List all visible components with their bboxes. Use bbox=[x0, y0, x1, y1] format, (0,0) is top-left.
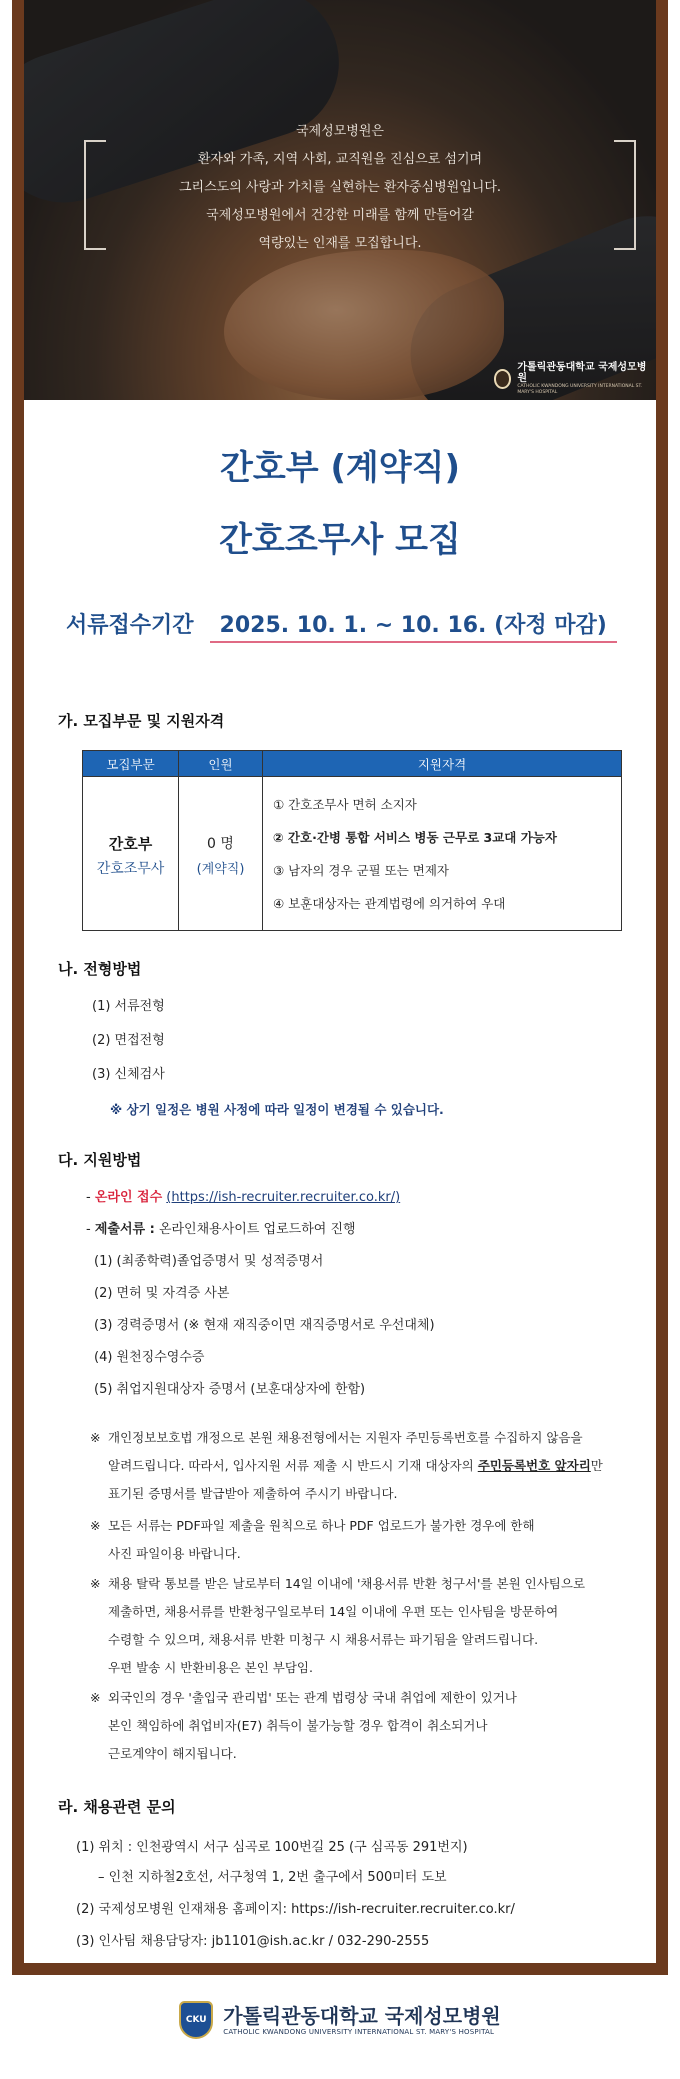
qualification-item: ② 간호·간병 통합 서비스 병동 근무로 3교대 가능자 bbox=[273, 829, 557, 845]
hospital-seal-icon bbox=[494, 369, 511, 389]
application-period bbox=[66, 608, 617, 643]
recruitment-table bbox=[82, 750, 622, 931]
hero-message bbox=[24, 118, 656, 258]
footer-hospital-sub: CATHOLIC KWANDONG UNIVERSITY INTERNATIONAL ST. MARY'S HOSPITAL bbox=[223, 2028, 495, 2036]
hero-line: 환자와 가족, 지역 사회, 교직원을 진심으로 섬기며 bbox=[197, 152, 483, 167]
online-apply-line: - 온라인 접수 (https://ish-recruiter.recruiter.co.kr/) bbox=[86, 1190, 401, 1205]
page-title: 간호부 (계약직) bbox=[220, 448, 460, 488]
table-header: 인원 bbox=[179, 751, 263, 777]
document-item: (2) 면허 및 자격증 사본 bbox=[94, 1286, 230, 1301]
document-item: (1) (최종학력)졸업증명서 및 성적증명서 bbox=[94, 1254, 324, 1269]
hero-line: 역량있는 인재를 모집합니다. bbox=[258, 236, 422, 251]
qualification-item: ③ 남자의 경우 군필 또는 면제자 bbox=[273, 862, 449, 878]
footer-logo bbox=[0, 1990, 680, 2050]
file-format-note: ※ 모든 서류는 PDF파일 제출을 원칙으로 하나 PDF 업로드가 불가한 경우에 한해 사진 파일이용 바랍니다. bbox=[90, 1518, 535, 1561]
contact-location: (1) 위치 : 인천광역시 서구 심곡로 100번길 25 (구 심곡동 291번지) bbox=[76, 1840, 468, 1855]
online-apply-label: 온라인 접수 bbox=[94, 1190, 163, 1205]
poster-frame bbox=[12, 0, 668, 1975]
footer-hospital-name: 가톨릭관동대학교 국제성모병원 bbox=[223, 2004, 501, 2028]
documents-line: - 제출서류 : 온라인채용사이트 업로드하여 진행 bbox=[86, 1222, 356, 1237]
section-heading: 다. 지원방법 bbox=[58, 1151, 142, 1169]
cku-emblem-icon: CKU bbox=[179, 2001, 213, 2039]
recruit-site-link[interactable]: (https://ish-recruiter.recruiter.co.kr/) bbox=[166, 1190, 401, 1205]
section-heading: 가. 모집부문 및 지원자격 bbox=[58, 712, 225, 730]
section-heading: 나. 전형방법 bbox=[58, 960, 142, 978]
list-item: (2) 면접전형 bbox=[92, 1033, 165, 1048]
privacy-note: ※ 개인정보보호법 개정으로 본원 채용전형에서는 지원자 주민등록번호를 수집하지 않음을 알려드립니다. 따라서, 입사지원 서류 제출 시 반드시 기재 대상자의 주민등록번호 앞자리만 표기된 증명서를 발급받아 제출하여 주시기 바랍니다. bbox=[90, 1430, 603, 1501]
contact-homepage[interactable]: (2) 국제성모병원 인재채용 홈페이지: https://ish-recruiter.recruiter.co.kr/ bbox=[76, 1902, 515, 1917]
hero-logo-name: 가톨릭관동대학교 국제성모병원 bbox=[517, 362, 647, 384]
period-label: 서류접수기간 bbox=[66, 613, 194, 638]
section-heading: 라. 채용관련 문의 bbox=[58, 1798, 176, 1816]
document-item: (5) 취업지원대상자 증명서 (보훈대상자에 한함) bbox=[94, 1382, 366, 1397]
hero-line: 그리스도의 사랑과 가치를 실현하는 환자중심병원입니다. bbox=[178, 180, 502, 195]
document-item: (4) 원천징수영수증 bbox=[94, 1350, 205, 1365]
hero-line: 국제성모병원은 bbox=[296, 124, 384, 139]
table-cell-count: 0 명 (계약직) bbox=[179, 777, 263, 931]
page-subtitle: 간호조무사 모집 bbox=[219, 520, 461, 560]
document-item: (3) 경력증명서 (※ 현재 재직중이면 재직증명서로 우선대체) bbox=[94, 1318, 435, 1333]
qualification-item: ① 간호조무사 면허 소지자 bbox=[273, 796, 417, 812]
table-cell-dept: 간호부 간호조무사 bbox=[83, 777, 179, 931]
list-item: (1) 서류전형 bbox=[92, 999, 165, 1014]
list-item: (3) 신체검사 bbox=[92, 1067, 165, 1082]
period-value: 2025. 10. 1. ~ 10. 16. (자정 마감) bbox=[210, 608, 617, 643]
contact-person: (3) 인사팀 채용담당자: jb1101@ish.ac.kr / 032-290-2555 bbox=[76, 1934, 430, 1949]
documents-text: 온라인채용사이트 업로드하여 진행 bbox=[158, 1222, 356, 1237]
document-return-note: ※ 채용 탈락 통보를 받은 날로부터 14일 이내에 '채용서류 반환 청구서'를 본원 인사팀으로 제출하면, 채용서류를 반환청구일로부터 14일 이내에 우편 또는 인사팀을 방문하여 수령할 수 있으며, 채용서류 반환 미청구 시 채용서류는 파기됨을 알려드립니다. 우편 발송 시 반환비용은 본인 부담임. bbox=[90, 1576, 586, 1675]
hero-logo bbox=[494, 362, 656, 396]
hero-line: 국제성모병원에서 건강한 미래를 함께 만들어갈 bbox=[206, 208, 474, 223]
contact-directions: – 인천 지하철2호선, 서구청역 1, 2번 출구에서 500미터 도보 bbox=[98, 1870, 447, 1885]
table-header: 모집부문 bbox=[83, 751, 179, 777]
table-header: 지원자격 bbox=[263, 751, 622, 777]
hero-logo-sub: CATHOLIC KWANDONG UNIVERSITY INTERNATIONAL ST. MARY'S HOSPITAL bbox=[517, 384, 643, 395]
table-cell-qualifications bbox=[263, 777, 622, 931]
hero-banner bbox=[24, 0, 656, 400]
documents-label: 제출서류 : bbox=[94, 1222, 155, 1237]
schedule-notice: ※ 상기 일정은 병원 사정에 따라 일정이 변경될 수 있습니다. bbox=[110, 1102, 444, 1117]
foreigner-note: ※ 외국인의 경우 '출입국 관리법' 또는 관계 법령상 국내 취업에 제한이 있거나 본인 책임하에 취업비자(E7) 취득이 불가능할 경우 합격이 취소되거나 근로계약이 해지됩니다. bbox=[90, 1690, 517, 1761]
qualification-item: ④ 보훈대상자는 관계법령에 의거하여 우대 bbox=[273, 895, 506, 911]
